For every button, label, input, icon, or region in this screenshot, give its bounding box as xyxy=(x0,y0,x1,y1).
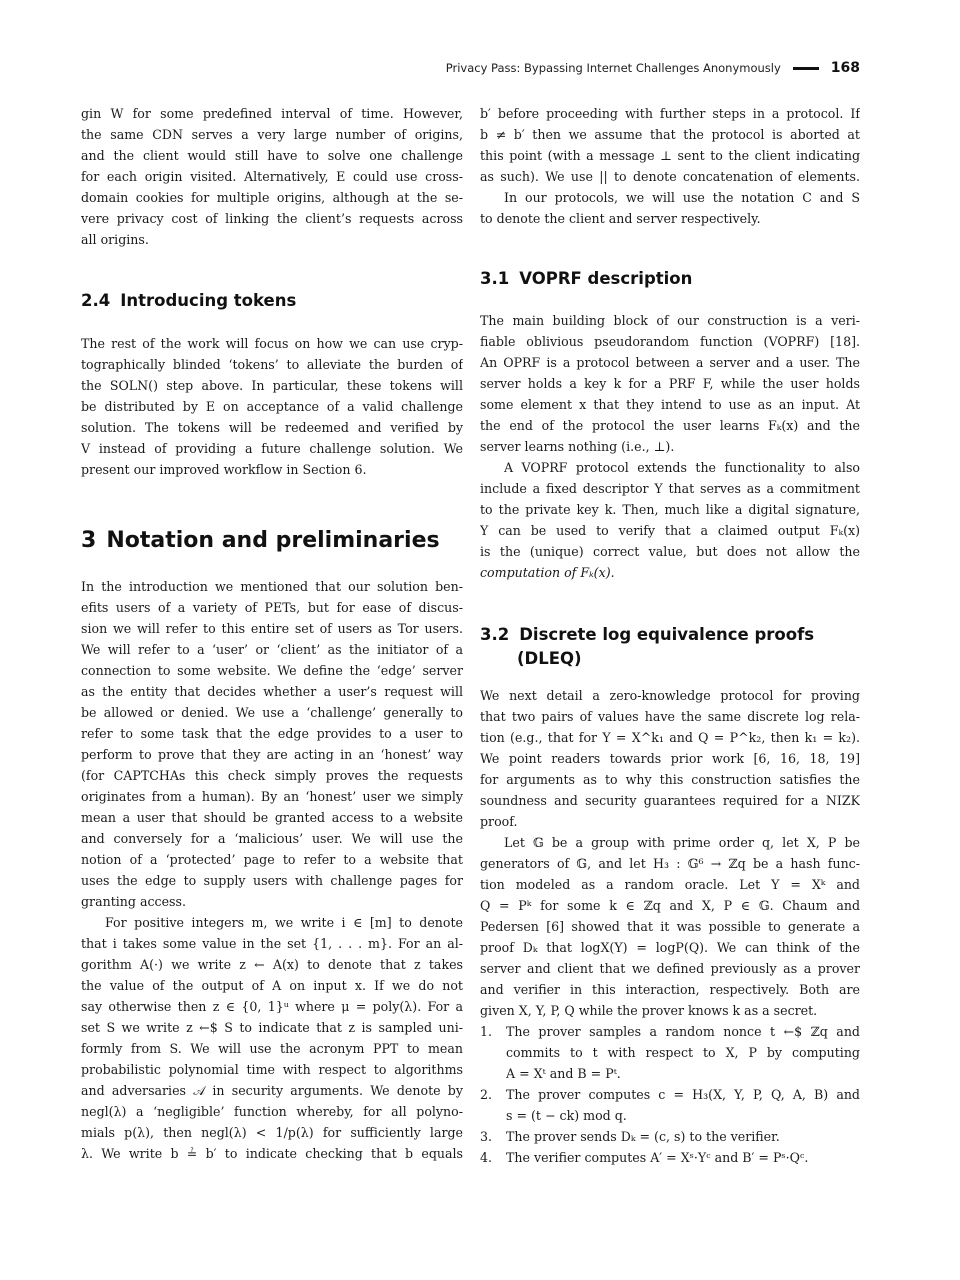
text-line: the value of the output of A on input x. If we do not xyxy=(81,978,463,993)
text-line: this point (with a message ⊥ sent to the client indicating xyxy=(480,148,860,163)
text-line: that i takes some value in the set {1, . . . m}. For an al- xyxy=(81,936,463,951)
text-line: and the client would still have to solve one challenge xyxy=(81,148,463,163)
section-title: Notation and preliminaries xyxy=(106,528,440,553)
text-line: tion modeled as a random oracle. Let Y = Xᵏ and xyxy=(480,877,860,892)
text-line: Pedersen [6] showed that it was possible to generate a xyxy=(480,919,860,934)
text-line: efits users of a variety of PETs, but for ease of discus- xyxy=(81,600,463,615)
text-line: set S we write z ←$ S to indicate that z is sampled uni- xyxy=(81,1020,463,1035)
text-line: We will refer to a ‘user’ or ‘client’ as the initiator of a xyxy=(81,642,463,657)
text-line: granting access. xyxy=(81,894,186,909)
text-line: The main building block of our construction is a veri- xyxy=(480,313,860,328)
section-heading-2-4 xyxy=(81,291,463,321)
text-line: formly from S. We will use the acronym PPT to mean xyxy=(81,1041,463,1056)
text-line: as the entity that decides whether a user’s request will xyxy=(81,684,463,699)
section-title: Introducing tokens xyxy=(120,291,297,310)
text-line: given X, Y, P, Q while the prover knows k as a secret. xyxy=(480,1003,818,1018)
left-column xyxy=(81,103,463,1164)
text-line: Q = Pᵏ for some k ∈ ℤq and X, P ∈ 𝔾. Chaum and xyxy=(480,898,860,913)
text-line: the SOLN() step above. In particular, these tokens will xyxy=(81,378,463,393)
section-3-1-paragraph-2 xyxy=(480,457,860,583)
text-line: gin W for some predefined interval of time. However, xyxy=(81,106,463,121)
section-3-paragraph-2 xyxy=(81,912,463,1164)
text-line: computation of Fₖ(x). xyxy=(480,565,615,580)
text-line: that two pairs of values have the same discrete log rela- xyxy=(480,709,860,724)
text-line: soundness and security guarantees required for a NIZK xyxy=(480,793,860,808)
header-rule xyxy=(793,67,819,70)
text-line: In the introduction we mentioned that our solution ben- xyxy=(81,579,463,594)
text-line: some element x that they intend to use as an input. At xyxy=(480,397,860,412)
text-line: notion of a ‘protected’ page to refer to a website that xyxy=(81,852,463,867)
text-line: server and client that we defined previously as a prover xyxy=(480,961,860,976)
text-line: as such). We use || to denote concatenation of elements. xyxy=(480,169,860,184)
text-line: perform to prove that they are acting in an ‘honest’ way xyxy=(81,747,463,762)
text-line: The prover computes c = H₃(X, Y, P, Q, A, B) and xyxy=(506,1087,860,1102)
text-line: V instead of providing a future challenge solution. We xyxy=(81,441,463,456)
text-line: solution. The tokens will be redeemed and verified by xyxy=(81,420,463,435)
section-title: Discrete log equivalence proofs xyxy=(519,625,815,644)
text-line: The prover samples a random nonce t ←$ ℤq and xyxy=(506,1024,860,1039)
section-number: 3.1 xyxy=(480,269,510,288)
list-marker: 3. xyxy=(480,1129,493,1144)
section-number: 3 xyxy=(81,528,97,553)
text-line: negl(λ) a ‘negligible’ function whereby, for all polyno- xyxy=(81,1104,463,1119)
dleq-protocol-steps xyxy=(480,1021,860,1168)
text-line: An OPRF is a protocol between a server and a user. The xyxy=(480,355,860,370)
text-line: The rest of the work will focus on how we can use cryp- xyxy=(81,336,463,351)
section-number: 2.4 xyxy=(81,291,111,310)
text-line: the same CDN serves a very large number of origins, xyxy=(81,127,463,142)
text-line: mials p(λ), then negl(λ) < 1/p(λ) for sufficiently large xyxy=(81,1125,463,1140)
text-line: proof Dₖ that logX(Y) = logP(Q). We can think of the xyxy=(480,940,860,955)
list-item xyxy=(480,1126,860,1147)
text-line: probabilistic polynomial time with respect to algorithms xyxy=(81,1062,463,1077)
text-line: vere privacy cost of linking the client’s requests across xyxy=(81,211,463,226)
text-line: gorithm A(·) we write z ← A(x) to denote that z takes xyxy=(81,957,463,972)
page-number: 168 xyxy=(830,60,860,76)
text-line: We point readers towards prior work [6, 16, 18, 19] xyxy=(480,751,860,766)
text-line: commits to t with respect to X, P by computing xyxy=(506,1045,860,1060)
text-line: the end of the protocol the user learns Fₖ(x) and the xyxy=(480,418,860,433)
text-line: tographically blinded ‘tokens’ to alleviate the burden of xyxy=(81,357,463,372)
intro-paragraph xyxy=(81,103,463,250)
section-title-continued: (DLEQ) xyxy=(517,649,582,668)
section-3-2-paragraph-1 xyxy=(480,685,860,832)
text-line: (for CAPTCHAs this check simply proves the requests xyxy=(81,768,463,783)
text-line: and verifier in this interaction, respectively. Both are xyxy=(480,982,860,997)
text-line: s = (t − ck) mod q. xyxy=(506,1108,627,1123)
text-line: and adversaries 𝒜 in security arguments. We denote by xyxy=(81,1083,463,1098)
text-line: be allowed or denied. We use a ‘challenge’ generally to xyxy=(81,705,463,720)
text-line: refer to some task that the edge provides to a user to xyxy=(81,726,463,741)
section-heading-3 xyxy=(81,528,463,564)
text-line: We next detail a zero-knowledge protocol for proving xyxy=(480,688,860,703)
list-item xyxy=(480,1084,860,1126)
list-marker: 2. xyxy=(480,1087,493,1102)
list-marker: 4. xyxy=(480,1150,493,1165)
section-title: VOPRF description xyxy=(519,269,693,288)
section-heading-3-1 xyxy=(480,269,860,299)
text-line: to the private key k. Then, much like a digital signature, xyxy=(480,502,860,517)
continuation-paragraph xyxy=(480,103,860,187)
section-2-4-paragraph xyxy=(81,333,463,480)
list-item xyxy=(480,1147,860,1168)
section-number: 3.2 xyxy=(480,625,510,644)
text-line: domain cookies for multiple origins, although at the se- xyxy=(81,190,463,205)
text-line: The prover sends Dₖ = (c, s) to the verifier. xyxy=(506,1129,780,1144)
text-line: tion (e.g., that for Y = X^k₁ and Q = P^k₂, then k₁ = k₂). xyxy=(480,730,860,745)
text-line: sion we will refer to this entire set of users as Tor users. xyxy=(81,621,463,636)
text-line: The verifier computes A′ = Xˢ·Yᶜ and B′ = Pˢ·Qᶜ. xyxy=(506,1150,809,1165)
text-line: A = Xᵗ and B = Pᵗ. xyxy=(506,1066,621,1081)
text-line: b′ before proceeding with further steps in a protocol. If xyxy=(480,106,860,121)
notation-paragraph xyxy=(480,187,860,229)
text-line: for arguments as to why this construction satisfies the xyxy=(480,772,860,787)
running-header xyxy=(440,57,860,79)
text-line: proof. xyxy=(480,814,518,829)
text-line: to denote the client and server respectively. xyxy=(480,211,761,226)
running-title: Privacy Pass: Bypassing Internet Challenges Anonymously xyxy=(445,61,781,75)
text-line: present our improved workflow in Section 6. xyxy=(81,462,367,477)
text-line: connection to some website. We define the ‘edge’ server xyxy=(81,663,463,678)
text-line: λ. We write b ≟ b′ to indicate checking that b equals xyxy=(81,1146,463,1161)
right-column xyxy=(480,103,860,1168)
section-3-2-paragraph-2 xyxy=(480,832,860,1021)
text-line: include a fixed descriptor Y that serves as a commitment xyxy=(480,481,860,496)
section-3-paragraph-1 xyxy=(81,576,463,912)
text-line: uses the edge to supply users with challenge pages for xyxy=(81,873,463,888)
text-line: all origins. xyxy=(81,232,149,247)
section-3-1-paragraph-1 xyxy=(480,310,860,457)
list-item xyxy=(480,1021,860,1084)
text-line: generators of 𝔾, and let H₃ : 𝔾⁶ → ℤq be a hash func- xyxy=(480,856,860,871)
text-line: Y can be used to verify that a claimed output Fₖ(x) xyxy=(480,523,860,538)
text-line: be distributed by E on acceptance of a valid challenge xyxy=(81,399,463,414)
text-line: Let 𝔾 be a group with prime order q, let X, P be xyxy=(504,835,860,850)
text-line: server learns nothing (i.e., ⊥). xyxy=(480,439,675,454)
text-line: server holds a key k for a PRF F, while the user holds xyxy=(480,376,860,391)
text-line: b ≠ b′ then we assume that the protocol is aborted at xyxy=(480,127,860,142)
text-line: A VOPRF protocol extends the functionality to also xyxy=(504,460,860,475)
text-line: fiable oblivious pseudorandom function (VOPRF) [18]. xyxy=(480,334,860,349)
text-line: mean a user that should be granted access to a website xyxy=(81,810,463,825)
text-line: for each origin visited. Alternatively, E could use cross- xyxy=(81,169,463,184)
text-line: say otherwise then z ∈ {0, 1}ᵘ where μ = poly(λ). For a xyxy=(81,999,463,1014)
list-marker: 1. xyxy=(480,1024,493,1039)
text-line: originates from a human). By an ‘honest’ user we simply xyxy=(81,789,463,804)
section-heading-3-2 xyxy=(480,623,860,671)
text-line: is the (unique) correct value, but does not allow the xyxy=(480,544,860,559)
text-line: In our protocols, we will use the notation C and S xyxy=(504,190,860,205)
text-line: and conversely for a ‘malicious’ user. We will use the xyxy=(81,831,463,846)
text-line: For positive integers m, we write i ∈ [m] to denote xyxy=(105,915,463,930)
